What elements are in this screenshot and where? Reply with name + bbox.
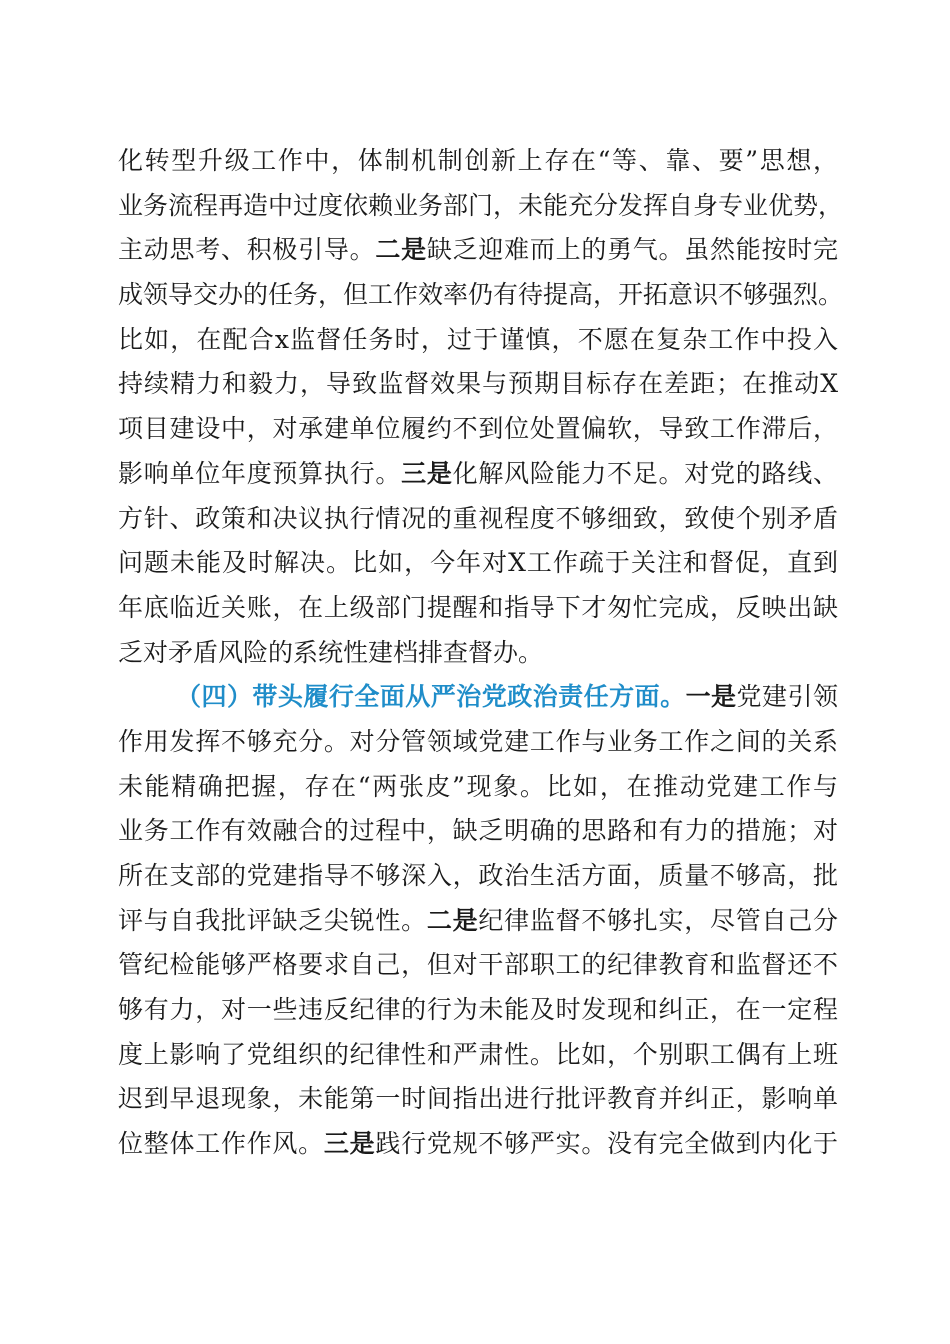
paragraph-line xyxy=(118,541,838,586)
emphasis-marker: 三是 xyxy=(323,1129,376,1159)
paragraph-line xyxy=(118,228,838,273)
paragraph-line xyxy=(118,273,844,318)
line-text: 迟到早退现象，未能第一时间指出进行批评教育并纠正，影响单 xyxy=(118,1084,838,1114)
paragraph-line xyxy=(118,139,838,184)
line-text: 位整体工作作风。 xyxy=(118,1129,324,1159)
paragraph-line xyxy=(118,452,838,497)
emphasis-marker: 一是 xyxy=(685,682,737,712)
line-text: 项目建设中，对承建单位履约不到位处置偏软，导致工作滞后， xyxy=(118,414,838,444)
paragraph-line xyxy=(118,631,838,676)
line-text: 够有力，对一些违反纪律的行为未能及时发现和纠正，在一定程 xyxy=(118,995,838,1025)
paragraph-line xyxy=(118,184,844,229)
section-heading-line xyxy=(118,675,838,720)
paragraph-line xyxy=(118,407,838,452)
paragraph-line xyxy=(118,854,838,899)
paragraph-line xyxy=(118,943,838,988)
line-text: 践行党规不够严实。没有完全做到内化于 xyxy=(375,1129,838,1159)
line-text: 所在支部的党建指导不够深入，政治生活方面，质量不够高，批 xyxy=(118,861,838,890)
line-text: 持续精力和毅力，导致监督效果与预期目标存在差距；在推动X xyxy=(118,369,838,399)
line-text: 乏对矛盾风险的系统性建档排查督办。 xyxy=(118,637,544,667)
paragraph-line xyxy=(118,1122,838,1167)
paragraph-line xyxy=(118,765,838,810)
line-text: 度上影响了党组织的纪律性和严肃性。比如，个别职工偶有上班 xyxy=(118,1039,838,1069)
emphasis-marker: 二是 xyxy=(375,235,427,265)
line-text: 作用发挥不够充分。对分管领域党建工作与业务工作之间的关系 xyxy=(118,726,838,756)
line-text: 管纪检能够严格要求自己，但对干部职工的纪律教育和监督还不 xyxy=(118,950,838,980)
line-text: 成领导交办的任务，但工作效率仍有待提高，开拓意识不够强烈。 xyxy=(118,280,844,310)
line-text: 业务工作有效融合的过程中，缺乏明确的思路和有力的措施；对 xyxy=(118,816,838,846)
line-text: 比如，在配合x监督任务时，过于谨慎，不愿在复杂工作中投入 xyxy=(118,324,838,354)
line-text: 业务流程再造中过度依赖业务部门，未能充分发挥自身专业优势， xyxy=(118,190,844,220)
line-text: 方针、政策和决议执行情况的重视程度不够细致，致使个别矛盾 xyxy=(118,503,838,533)
paragraph-line xyxy=(118,899,838,944)
line-text: 评与自我批评缺乏尖锐性。 xyxy=(118,905,427,935)
section-heading: （四）带头履行全面从严治党政治责任方面。 xyxy=(176,682,686,712)
paragraph-line xyxy=(118,720,838,765)
line-text: 影响单位年度预算执行。 xyxy=(118,458,402,488)
emphasis-marker: 三是 xyxy=(401,458,453,488)
line-text: 年底临近关账，在上级部门提醒和指导下才匆忙完成，反映出缺 xyxy=(118,592,838,622)
paragraph-line xyxy=(118,362,838,407)
paragraph-line xyxy=(118,988,838,1033)
line-text: 问题未能及时解决。比如，今年对X工作疏于关注和督促，直到 xyxy=(118,548,838,578)
line-text: 主动思考、积极引导。 xyxy=(118,235,376,265)
document-body xyxy=(118,139,844,1167)
line-text: 未能精确把握，存在“两张皮”现象。比如，在推动党建工作与 xyxy=(118,771,838,801)
paragraph-line xyxy=(118,809,838,854)
line-text: 党建引领 xyxy=(736,682,838,712)
paragraph-line xyxy=(118,497,838,542)
paragraph-line xyxy=(118,586,838,631)
line-text: 缺乏迎难而上的勇气。虽然能按时完 xyxy=(426,235,838,265)
line-text: 化转型升级工作中，体制机制创新上存在“等、靠、要”思想， xyxy=(118,146,838,175)
line-text: 纪律监督不够扎实，尽管自己分 xyxy=(478,905,838,935)
paragraph-line xyxy=(118,1077,838,1122)
emphasis-marker: 二是 xyxy=(426,905,479,935)
line-text: 化解风险能力不足。对党的路线、 xyxy=(452,458,838,488)
paragraph-line xyxy=(118,318,838,363)
paragraph-line xyxy=(118,1033,838,1078)
